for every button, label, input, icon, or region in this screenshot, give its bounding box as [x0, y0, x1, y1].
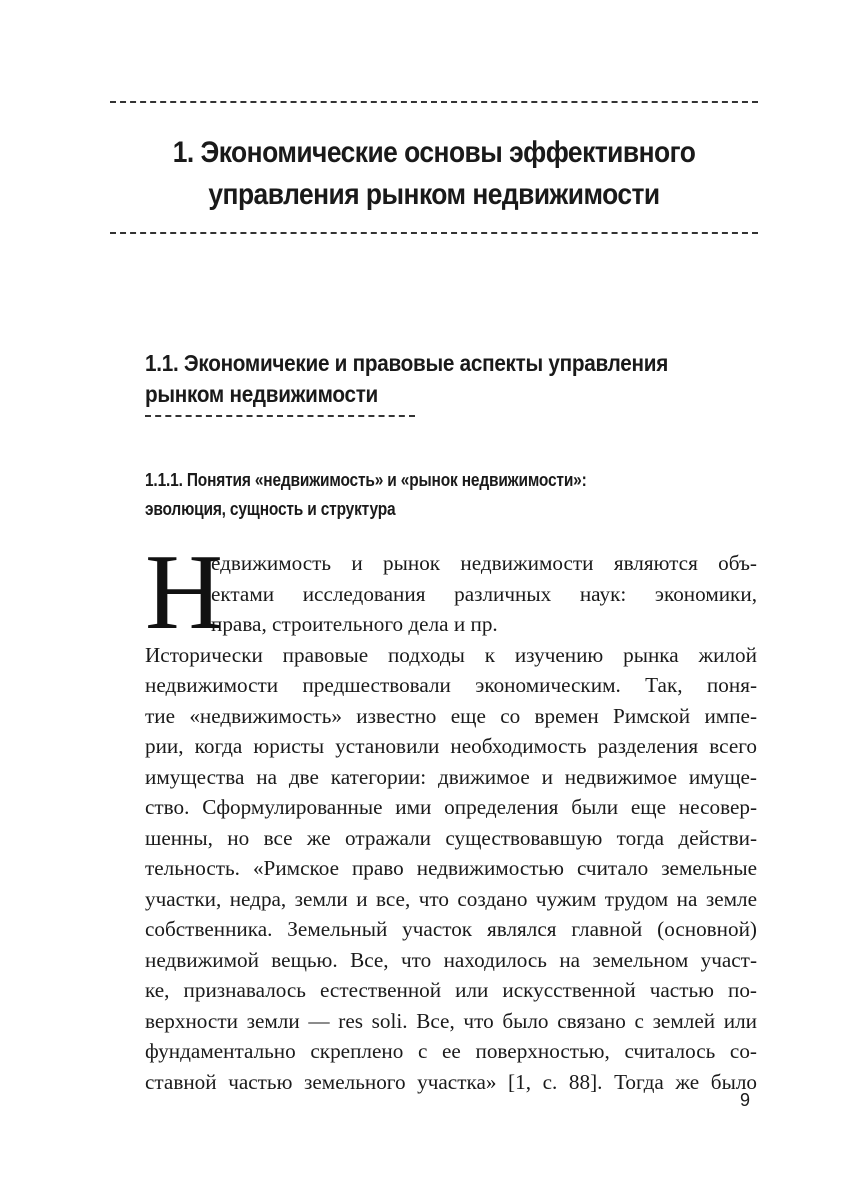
body-text [145, 533, 757, 1097]
section-title-line-1: 1.1. Экономичекие и правовые аспекты управления [145, 350, 669, 376]
chapter-title-line-1: 1. Экономические основы эффективного [172, 136, 696, 169]
section-title-line-2: рынком недвижимости [145, 381, 379, 407]
body-line: Исторически правовые подходы к изучению рынка жилой [145, 642, 757, 667]
body-line: ке, признавалось естественной или искусственной частью по- [145, 978, 757, 1002]
body-line: верхности земли — res soli. Все, что было связано с землей или [145, 1008, 757, 1033]
chapter-title-line-2: управления рынком недвижимости [208, 178, 660, 211]
body-line: ство. Сформулированные ими определения были еще несовер- [145, 795, 757, 819]
body-line: фундаментально скреплено с ее поверхностью, считалось со- [145, 1039, 757, 1063]
body-line: ектами исследования различных наук: экономики, [211, 581, 757, 606]
body-line: тие «недвижимость» известно еще со времен Римской импе- [145, 703, 757, 728]
subsection-title [145, 466, 713, 524]
top-dashed-rule [110, 101, 758, 103]
section-title [145, 348, 739, 410]
subsection-title-line-1: 1.1.1. Понятия «недвижимость» и «рынок недвижимости»: [145, 470, 587, 490]
drop-cap: Н [145, 533, 223, 652]
section-dashed-underline [145, 415, 415, 417]
body-line: участки, недра, земли и все, что создано чужим трудом на земле [145, 886, 757, 911]
body-line: тельность. «Римское право недвижимостью считало земельные [145, 856, 757, 880]
chapter-bottom-dashed-rule [110, 232, 758, 234]
body-line: права, строительного дела и пр. [211, 612, 498, 636]
body-line: имущества на две категории: движимое и недвижимое имуще- [145, 764, 757, 789]
body-line: собственника. Земельный участок являлся главной (основной) [145, 917, 757, 941]
body-line: шенны, но все же отражали существовавшую тогда действи- [145, 825, 757, 850]
subsection-title-line-2: эволюция, сущность и структура [145, 499, 396, 519]
body-line: ставной частью земельного участка» [1, с. 88]. Тогда же было [145, 1069, 757, 1094]
chapter-title [149, 132, 719, 216]
body-line: недвижимой вещью. Все, что находилось на земельном участ- [145, 947, 757, 972]
body-line: рии, когда юристы установили необходимость разделения всего [145, 734, 757, 758]
page-number: 9 [740, 1090, 751, 1110]
body-line: недвижимости предшествовали экономическим. Так, поня- [145, 673, 757, 697]
body-line: едвижимость и рынок недвижимости являются объ- [211, 551, 757, 575]
